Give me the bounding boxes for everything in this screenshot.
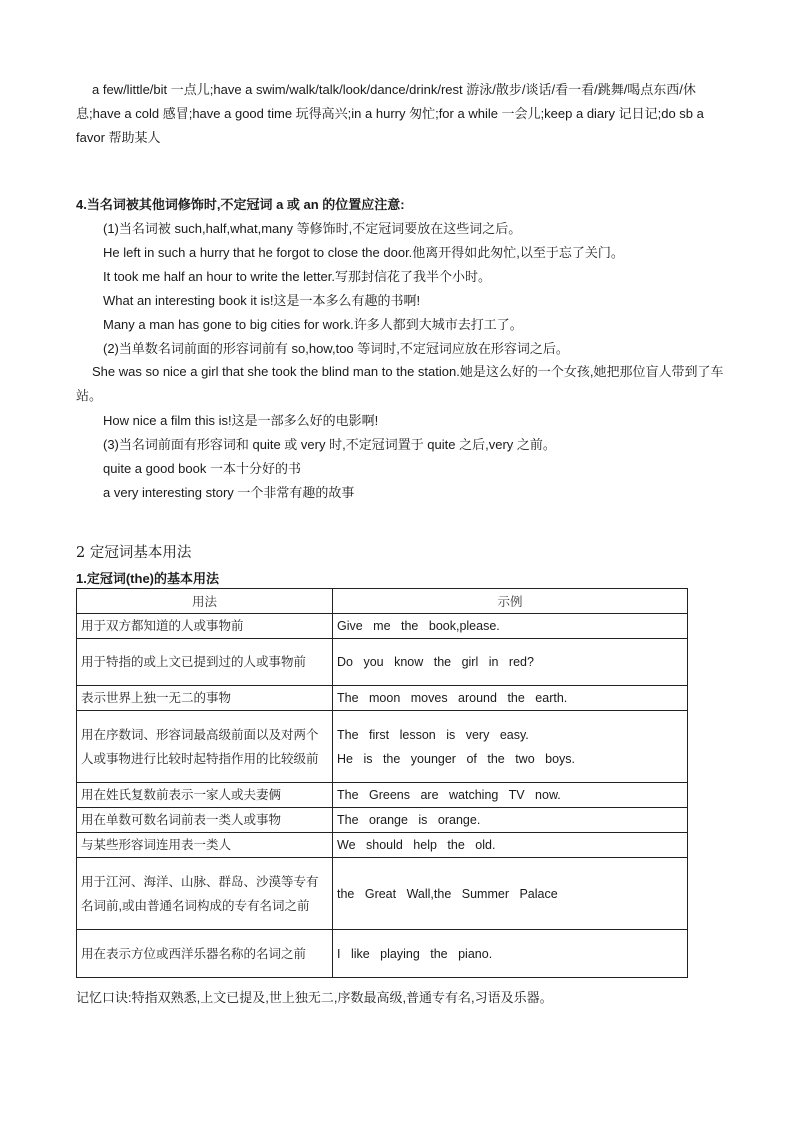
usage-cell: 用于江河、海洋、山脉、群岛、沙漠等专有名词前,或由普通名词构成的专有名词之前 — [77, 858, 333, 930]
usage-cell: 用在姓氏复数前表示一家人或夫妻俩 — [77, 783, 333, 808]
rule-1: (1)当名词被 such,half,what,many 等修饰时,不定冠词要放在这些词之后。 — [103, 221, 522, 236]
table-row — [77, 783, 688, 808]
usage-cell: 用在单数可数名词前表一类人或事物 — [77, 808, 333, 833]
table-row — [77, 686, 688, 711]
section2-subtitle: 1.定冠词(the)的基本用法 — [76, 571, 220, 586]
intro-paragraph: a few/little/bit 一点儿;have a swim/walk/talk/look/dance/drink/rest 游泳/散步/谈话/看一看/跳舞/喝点东西/休息;have a cold 感冒;have a good time 玩得高兴;in a hurry 匆忙;for a while 一会儿;keep a diary 记日记;do sb a favor 帮助某人 — [76, 82, 704, 145]
example-line: He left in such a hurry that he forgot to close the door.他离开得如此匆忙,以至于忘了关门。 — [103, 245, 624, 260]
usage-cell: 用于特指的或上文已提到过的人或事物前 — [77, 639, 333, 686]
example-line: Many a man has gone to big cities for work.许多人都到大城市去打工了。 — [103, 317, 523, 332]
example-cell: The moon moves around the earth. — [333, 686, 688, 711]
table-row — [77, 858, 688, 930]
example-line: How nice a film this is!这是一部多么好的电影啊! — [103, 413, 379, 428]
example-cell: Do you know the girl in red? — [333, 639, 688, 686]
example-cell: the Great Wall,the Summer Palace — [333, 858, 688, 930]
table-row — [77, 833, 688, 858]
long-example-paragraph: She was so nice a girl that she took the blind man to the station.她是这么好的一个女孩,她把那位盲人带到了车站。 — [76, 364, 724, 403]
usage-cell: 表示世界上独一无二的事物 — [77, 686, 333, 711]
usage-cell: 用于双方都知道的人或事物前 — [77, 614, 333, 639]
example-line-2: He is the younger of the two boys. — [337, 751, 575, 766]
rule-2: (2)当单数名词前面的形容词前有 so,how,too 等词时,不定冠词应放在形容词之后。 — [103, 341, 569, 356]
example-cell — [333, 711, 688, 783]
example-line: It took me half an hour to write the letter.写那封信花了我半个小时。 — [103, 269, 491, 284]
article-usage-table — [76, 588, 688, 978]
header-usage: 用法 — [77, 589, 333, 614]
usage-cell: 与某些形容词连用表一类人 — [77, 833, 333, 858]
usage-cell: 用在序数词、形容词最高级前面以及对两个人或事物进行比较时起特指作用的比较级前 — [77, 711, 333, 783]
example-line: quite a good book 一本十分好的书 — [103, 461, 301, 476]
example-cell: We should help the old. — [333, 833, 688, 858]
example-cell: I like playing the piano. — [333, 930, 688, 978]
header-example: 示例 — [333, 589, 688, 614]
example-cell: The orange is orange. — [333, 808, 688, 833]
table-row — [77, 711, 688, 783]
table-row — [77, 639, 688, 686]
memory-rhyme: 记忆口诀:特指双熟悉,上文已提及,世上独无二,序数最高级,普通专有名,习语及乐器。 — [76, 990, 553, 1005]
example-line: a very interesting story 一个非常有趣的故事 — [103, 485, 355, 500]
table-row — [77, 808, 688, 833]
section2-title: 2 定冠词基本用法 — [76, 545, 192, 561]
example-line: What an interesting book it is!这是一本多么有趣的书啊! — [103, 293, 421, 308]
example-cell: Give me the book,please. — [333, 614, 688, 639]
rule-3: (3)当名词前面有形容词和 quite 或 very 时,不定冠词置于 quite 之后,very 之前。 — [103, 437, 556, 452]
example-cell: The Greens are watching TV now. — [333, 783, 688, 808]
table-row — [77, 614, 688, 639]
table-row — [77, 930, 688, 978]
usage-cell: 用在表示方位或西洋乐器名称的名词之前 — [77, 930, 333, 978]
section4-heading: 4.当名词被其他词修饰时,不定冠词 a 或 an 的位置应注意: — [76, 197, 405, 212]
table-header-row — [77, 589, 688, 614]
example-line-1: The first lesson is very easy. — [337, 727, 529, 742]
